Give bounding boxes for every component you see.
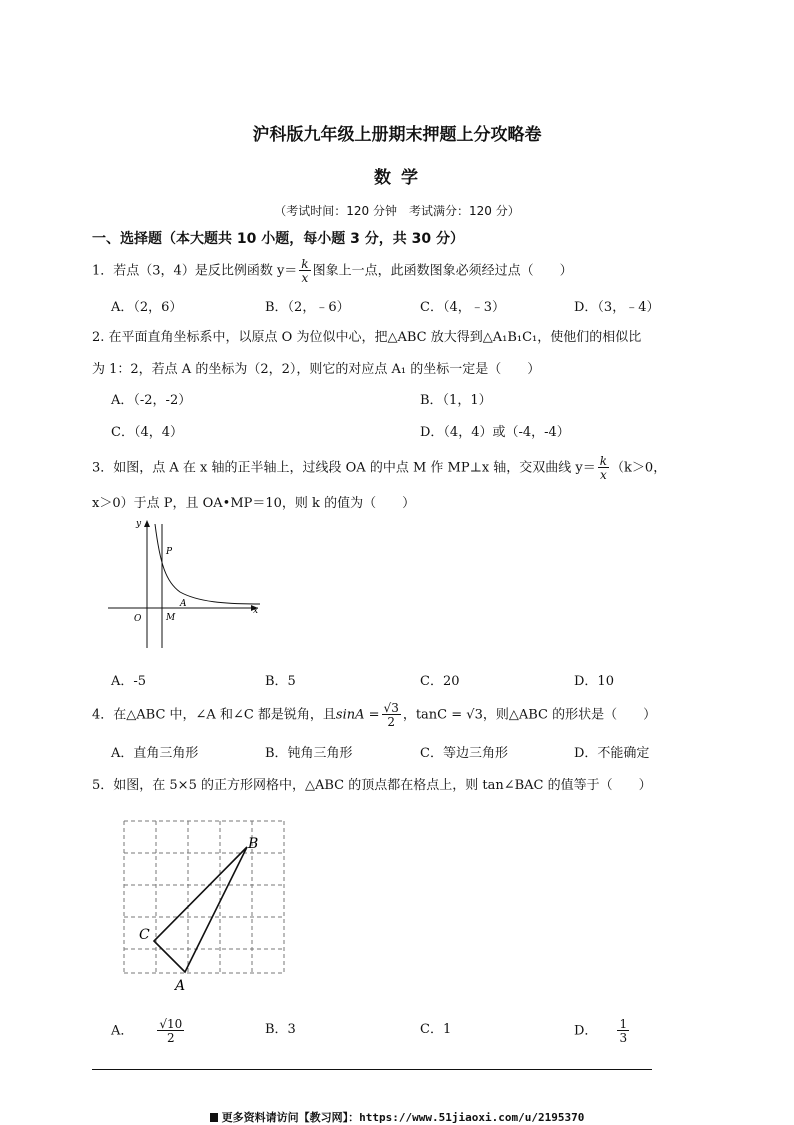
q3-option-d[interactable]: D．10 (574, 674, 614, 689)
triangle-abc (154, 847, 247, 972)
label-b: B (248, 836, 259, 852)
q3-line-2: x＞0）于点 P，且 OA•MP＝10，则 k 的值为（ ） (92, 496, 416, 511)
q5-option-c[interactable]: C．1 (420, 1022, 452, 1037)
q3-option-a[interactable]: A．-5 (111, 674, 147, 689)
label-p: P (166, 547, 173, 557)
label-c: C (139, 927, 150, 943)
q4-option-a[interactable]: A．直角三角形 (111, 746, 199, 761)
page-title: 沪科版九年级上册期末押题上分攻略卷 (252, 125, 542, 145)
section-heading: 一、选择题（本大题共 10 小题，每小题 3 分，共 30 分） (92, 231, 464, 247)
q5-opt-d-label: D． (574, 1023, 598, 1039)
q2-line-1: 2. 在平面直角坐标系中，以原点 O 为位似中心，把△ABC 放大得到△A₁B₁C₁，使他们的相似比 (92, 330, 642, 345)
q4-sin-num: √3 (383, 701, 399, 715)
question-1 (92, 258, 573, 284)
q1-frac-den: x (301, 271, 309, 285)
q1-fraction (299, 258, 310, 284)
q5-opt-d-fraction (617, 1018, 629, 1044)
footer-link[interactable]: 更多资料请访问【教习网】：https://www.51jiaoxi.com/u/2195370 (221, 1111, 585, 1124)
q3-option-b[interactable]: B．5 (265, 674, 296, 689)
q4-sin-den: 2 (387, 715, 395, 729)
q3-line-1 (92, 455, 666, 481)
label-o: O (134, 614, 142, 624)
q3-text-pre: 3．如图，点 A 在 x 轴的正半轴上，过线段 OA 的中点 M 作 MP⊥x 轴，交双曲线 y＝ (92, 460, 596, 476)
q1-frac-num: k (301, 257, 309, 271)
exam-info: （考试时间：120 分钟 考试满分：120 分） (274, 204, 520, 218)
q2-option-b[interactable]: B．（1，1） (420, 393, 492, 408)
q2-option-c[interactable]: C．（4，4） (111, 425, 183, 440)
q4-option-c[interactable]: C．等边三角形 (420, 746, 508, 761)
y-axis-arrow (144, 520, 150, 527)
label-m: M (166, 613, 176, 623)
q1-text-pre: 1．若点（3，4）是反比例函数 y＝ (92, 263, 298, 279)
q5-opt-a-den: 2 (167, 1031, 175, 1045)
label-x: x (253, 606, 259, 616)
q3-text-post: （k＞0， (611, 460, 667, 476)
q3-frac-num: k (599, 454, 608, 468)
q5-opt-d-num: 1 (619, 1017, 628, 1031)
q1-option-b[interactable]: B．（2，﹣6） (265, 300, 350, 315)
q5-option-d[interactable] (574, 1018, 631, 1044)
q4-text-pre: 4．在△ABC 中，∠A 和∠C 都是锐角，且 (92, 707, 336, 723)
q5-opt-a-num: √10 (159, 1017, 183, 1031)
q5-option-b[interactable]: B．3 (265, 1022, 296, 1037)
q5-grid-figure (115, 812, 295, 997)
label-a: A (180, 599, 187, 609)
q5-opt-a-label: A． (111, 1023, 134, 1039)
label-a: A (175, 978, 186, 994)
q5-option-a[interactable] (111, 1018, 186, 1044)
q3-fraction (598, 455, 609, 481)
q1-text-post: 图象上一点，此函数图象必须经过点（ ） (312, 263, 573, 279)
q2-option-a[interactable]: A．（-2，-2） (111, 393, 192, 408)
subject-title: 数 学 (374, 168, 420, 188)
q1-option-d[interactable]: D．（3，﹣4） (574, 300, 660, 315)
q3-hyperbola-figure (100, 514, 270, 654)
q3-option-c[interactable]: C．20 (420, 674, 460, 689)
flag-icon (210, 1113, 218, 1122)
hyperbola-curve (155, 524, 260, 604)
q4-text-mid: ，tanC = √3，则△ABC 的形状是（ ） (402, 707, 657, 723)
q2-option-d[interactable]: D．（4，4）或（-4，-4） (420, 425, 570, 440)
q4-option-b[interactable]: B．钝角三角形 (265, 746, 353, 761)
q3-frac-den: x (600, 468, 607, 482)
q5-line: 5．如图，在 5×5 的正方形网格中，△ABC 的顶点都在格点上，则 tan∠BAC 的值等于（ ） (92, 778, 652, 793)
q5-opt-a-fraction (157, 1018, 184, 1044)
grid-lines (124, 821, 284, 973)
q1-option-a[interactable]: A．（2，6） (111, 300, 183, 315)
q5-opt-d-den: 3 (619, 1031, 628, 1045)
q1-option-c[interactable]: C．（4，﹣3） (420, 300, 505, 315)
q4-option-d[interactable]: D．不能确定 (574, 746, 650, 761)
footer[interactable] (0, 1109, 794, 1125)
q4-sin-label: sinA = (335, 707, 380, 723)
label-y: y (136, 519, 142, 529)
question-4 (92, 702, 656, 728)
footer-divider (92, 1069, 652, 1070)
q2-line-2: 为 1：2，若点 A 的坐标为（2，2），则它的对应点 A₁ 的坐标一定是（ ） (92, 362, 541, 377)
q4-sin-fraction (382, 702, 401, 728)
